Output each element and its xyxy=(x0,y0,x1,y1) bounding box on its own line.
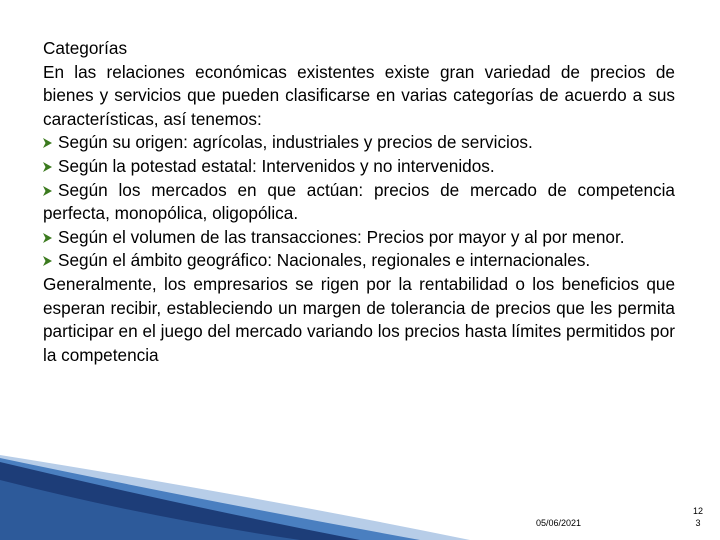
bullet-text: Según su origen: agrícolas, industriales y precios de servicios. xyxy=(58,132,533,153)
bullet-item xyxy=(43,249,675,273)
bullet-item xyxy=(43,179,675,226)
closing-paragraph: Generalmente, los empresarios se rigen por la rentabilidad o los beneficios que esperan recibir, estableciendo un margen de tolerancia de precios que les permita participar en el juego del mercado variando los precios hasta límites permitidos por la competencia xyxy=(43,273,675,365)
page-number-line1: 12 xyxy=(692,506,703,516)
bullet-item xyxy=(43,155,675,179)
right-arrowhead-icon xyxy=(43,233,52,243)
bullet-text: Según el volumen de las transacciones: Precios por mayor y al por menor. xyxy=(58,226,625,247)
slide-body xyxy=(43,37,675,367)
right-arrowhead-icon xyxy=(43,186,52,196)
right-arrowhead-icon xyxy=(43,162,52,172)
right-arrowhead-icon xyxy=(43,138,52,148)
bullet-item xyxy=(43,131,675,155)
page-number xyxy=(690,505,706,529)
footer-date: 05/06/2021 xyxy=(536,518,582,528)
intro-paragraph: En las relaciones económicas existentes existe gran variedad de precios de bienes y servicios que pueden clasificarse en varias categorías de acuerdo a sus características, así tenemos: xyxy=(43,61,675,129)
bullet-item xyxy=(43,226,675,250)
bullet-text: Según los mercados en que actúan: precios de mercado de competencia perfecta, monopólica, oligopólica. xyxy=(43,179,675,224)
wave-decoration xyxy=(0,440,720,540)
right-arrowhead-icon xyxy=(43,256,52,266)
bullet-text: Según el ámbito geográfico: Nacionales, regionales e internacionales. xyxy=(58,250,591,271)
slide-title: Categorías xyxy=(43,38,128,58)
bullet-text: Según la potestad estatal: Intervenidos y no intervenidos. xyxy=(58,155,495,176)
page-number-line2: 3 xyxy=(695,518,701,528)
